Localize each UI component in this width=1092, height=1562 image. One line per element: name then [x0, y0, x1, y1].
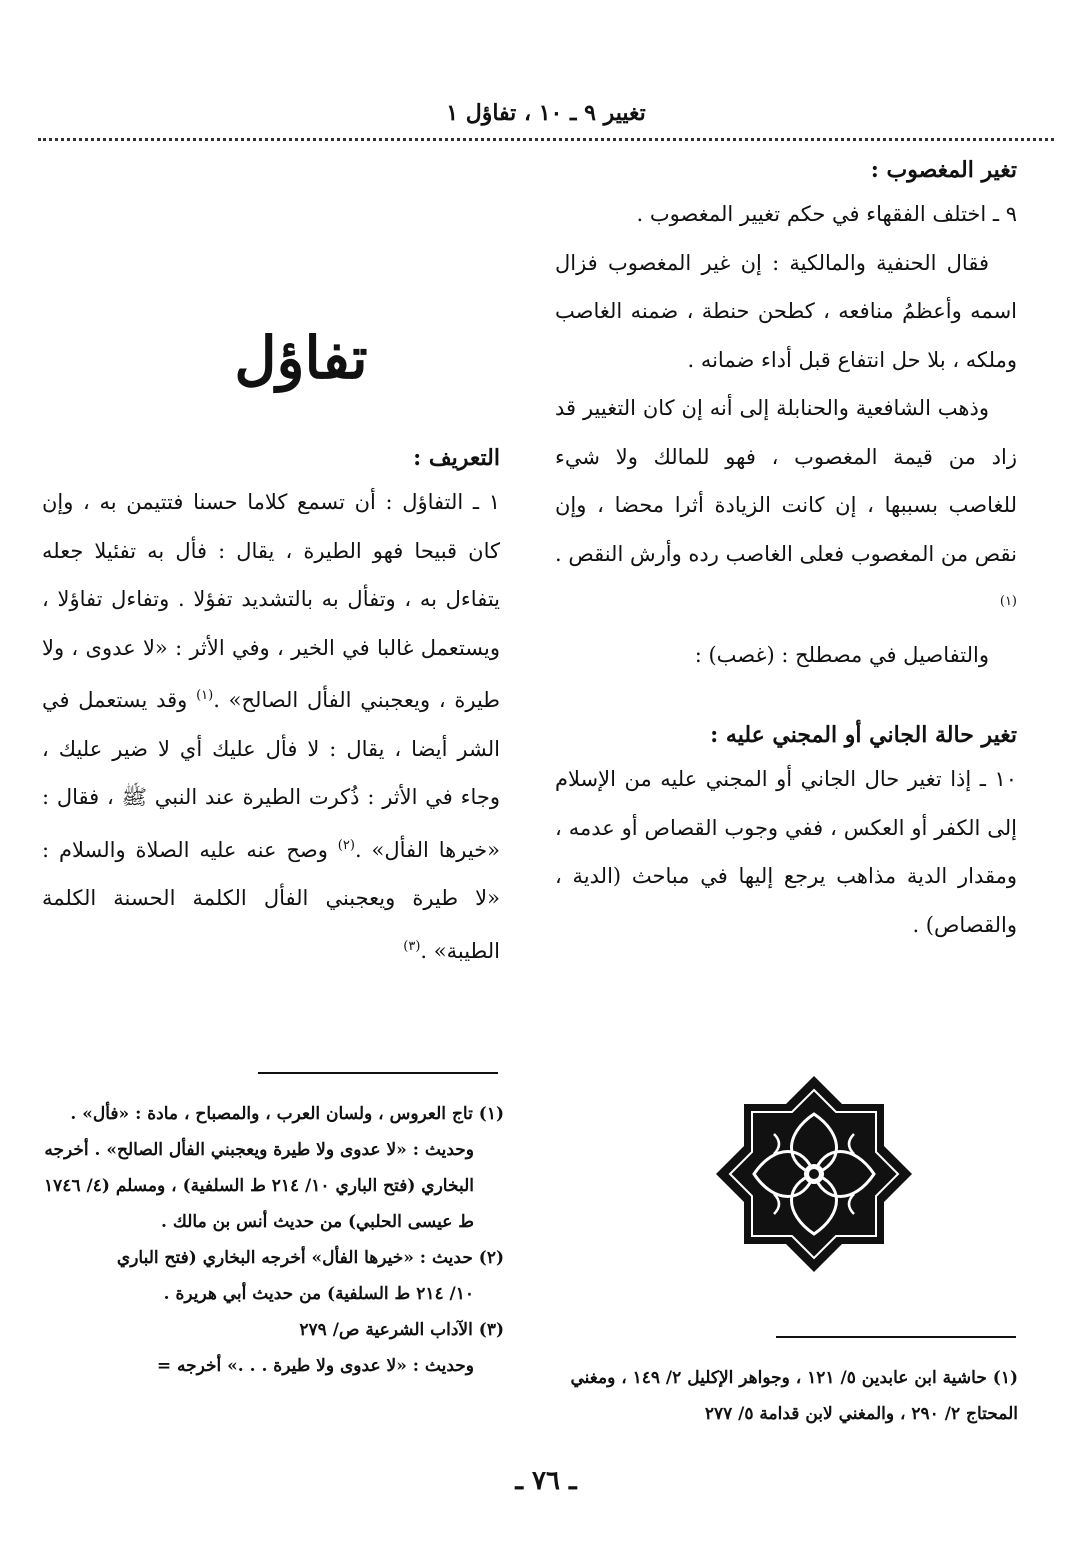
- right-column: [555, 150, 1017, 949]
- paragraph-1-part-c: وصح عنه عليه الصلاة والسلام : «لا طيرة ويعجبني الفأل الكلمة الحسنة الكلمة الطيبة» .: [42, 837, 500, 963]
- paragraph-shafii-text: وذهب الشافعية والحنابلة إلى أنه إن كان التغيير قد زاد من قيمة المغصوب ، فهو للمالك ولا شيء للغاصب بسببها ، إن كانت الزيادة أثرا محضا ، وإن نقص من المغصوب فعلى الغاصب رده وأرش النقص .: [555, 396, 1017, 566]
- paragraph-shafii: [555, 384, 1017, 631]
- paragraph-10: ١٠ ـ إذا تغير حال الجاني أو المجني عليه من الإسلام إلى الكفر أو العكس ، ففي وجوب القصاص أو عدمه ، ومقدار الدية مذاهب يرجع إليها في مباحث (الدية ، والقصاص) .: [555, 767, 1017, 937]
- footnote-3-continuation: وحديث : «لا عدوى ولا طيرة . . .» أخرجه =: [156, 1356, 474, 1376]
- footnote-1-continuation: وحديث : «لا عدوى ولا طيرة ويعجبني الفأل الصالح» . أخرجه البخاري (فتح الباري ١٠/ ٢١٤ ط السلفية) ، ومسلم (٤/ ١٧٤٦ ط عيسى الحلبي) من حديث أنس بن مالك .: [44, 1140, 474, 1232]
- header-dotted-rule: [38, 138, 1054, 141]
- section-heading-jani: تغير حالة الجاني أو المجني عليه :: [710, 722, 1017, 748]
- footnote-rule-right: [776, 1336, 1016, 1338]
- paragraph-details: والتفاصيل في مصطلح : (غصب) :: [694, 642, 989, 667]
- footnote-marker: (٢): [337, 837, 355, 853]
- entry-title: تفاؤل: [234, 324, 368, 392]
- paragraph-1-part-a: ١ ـ التفاؤل : أن تسمع كلاما حسنا فتتيمن به ، وإن كان قبيحا فهو الطيرة ، يقال : فأل به تفئيلا جعله يتفاءل به ، وتفأل به بالتشديد تفؤلا . وتفاءل تفاؤلا ، ويستعمل غالبا في الخير ، وفي الأثر : «لا عدوى ، ولا طيرة ، ويعجبني الفأل الصالح» .: [42, 490, 500, 712]
- footnotes-left: [42, 1096, 504, 1384]
- paragraph-1: [42, 478, 500, 975]
- page-number: ـ ٧٦ ـ: [515, 1466, 577, 1496]
- footnote-marker: (١): [999, 594, 1017, 609]
- footnote-2-continuation: ١٠/ ٢١٤ ط السلفية) من حديث أبي هريرة .: [163, 1284, 474, 1304]
- definition-heading: التعريف :: [413, 445, 500, 471]
- footnote-rule-left: [258, 1072, 498, 1074]
- footnote-3-line: (٣) الآداب الشرعية ص/ ٢٧٩: [299, 1320, 504, 1340]
- arabesque-ornament-icon: [714, 1074, 914, 1274]
- footnote-right-1: (١) حاشية ابن عابدين ٥/ ١٢١ ، وجواهر الإكليل ٢/ ١٤٩ ، ومغني المحتاج ٢/ ٢٩٠ ، والمغني لابن قدامة ٥/ ٢٧٧: [570, 1368, 1018, 1424]
- left-column: [42, 300, 500, 975]
- section-heading-maghsub: تغير المغصوب :: [870, 157, 1017, 183]
- footnote-marker: (٣): [403, 938, 421, 954]
- footnote-marker: (١): [196, 688, 214, 703]
- running-header: تغيير ٩ ـ ١٠ ، تفاؤل ١: [446, 100, 646, 126]
- paragraph-hanafi: فقال الحنفية والمالكية : إن غير المغصوب فزال اسمه وأعظمُ منافعه ، كطحن حنطة ، ضمنه الغاصب وملكه ، بلا حل انتفاع قبل أداء ضمانه .: [555, 250, 1017, 372]
- footnote-2-line: (٢) حديث : «خيرها الفأل» أخرجه البخاري (فتح الباري: [116, 1248, 504, 1268]
- footnotes-right: [560, 1360, 1018, 1432]
- paragraph-1-part-b: وقد يستعمل في الشر أيضا ، يقال : لا فأل عليك أي لا ضير عليك ، وجاء في الأثر : ذُكرت الطيرة عند النبي ﷺ ، فقال : «خيرها الفأل» .: [42, 688, 500, 862]
- footnote-1-line: (١) تاج العروس ، ولسان العرب ، والمصباح ، مادة : «فأل» .: [70, 1104, 504, 1124]
- paragraph-9: ٩ ـ اختلف الفقهاء في حكم تغيير المغصوب .: [636, 202, 1017, 226]
